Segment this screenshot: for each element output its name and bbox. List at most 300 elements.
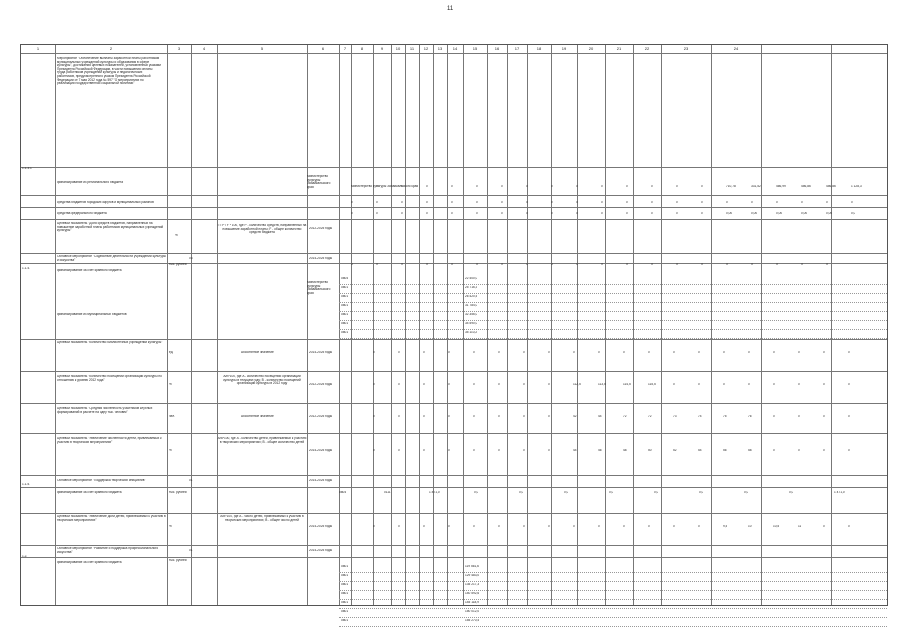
value-cell: X xyxy=(351,263,354,266)
value-cell: X xyxy=(676,263,679,266)
value-cell: 0 xyxy=(848,415,850,418)
value-cell: 0 xyxy=(373,449,375,452)
code: 01 xyxy=(189,549,193,552)
value-cell: 0 xyxy=(623,351,625,354)
value-cell: 0 xyxy=(626,212,628,215)
period: 2014-2025 годы xyxy=(309,525,333,528)
value-cell: 52 xyxy=(673,449,677,452)
value-cell: 0 xyxy=(798,449,800,452)
value-cell: 0 xyxy=(773,351,775,354)
row-label: финансирование за счет краевого бюджета xyxy=(57,561,122,564)
value-cell: 0 xyxy=(523,415,525,418)
row-line xyxy=(21,545,887,546)
column-line xyxy=(307,45,308,605)
value-cell: 114,5 xyxy=(623,383,631,386)
row-line xyxy=(21,557,887,558)
value-cell: 0 xyxy=(676,185,678,188)
value-cell: 0 xyxy=(626,185,628,188)
value-cell: 0 xyxy=(823,449,825,452)
column-line xyxy=(463,45,464,605)
value-cell: 456,86 xyxy=(826,185,836,188)
column-line xyxy=(507,45,508,605)
sub-row-line xyxy=(339,284,887,285)
value-cell: X xyxy=(801,263,804,266)
column-line xyxy=(391,45,392,605)
indicator-text: Целевой показатель "Количество посещений организаций культуры по отношению к уровню 2012 года" xyxy=(57,375,162,382)
row-number: 1.1.4. xyxy=(22,267,30,270)
budget-code: 0801 xyxy=(341,592,349,595)
unit: чел. xyxy=(169,415,176,418)
value-cell: 710,78 xyxy=(726,185,736,188)
value-cell: 0,00 xyxy=(801,212,808,215)
value-cell: 0 xyxy=(498,415,500,418)
row-line xyxy=(21,167,887,168)
value-cell: 0 xyxy=(623,525,625,528)
value-cell: 0 xyxy=(626,201,628,204)
column-header: 15 xyxy=(472,46,478,51)
period: 2014-2025 годы xyxy=(309,549,333,552)
value-cell: 0 xyxy=(748,383,750,386)
value-cell: 0 xyxy=(823,351,825,354)
value-cell: 1 128,3 xyxy=(851,185,862,188)
sub-row-line xyxy=(339,311,887,312)
value-cell: 0 xyxy=(776,201,778,204)
value-cell: 0 xyxy=(423,449,425,452)
value-cell: 0 xyxy=(848,351,850,354)
value-cell: 0 xyxy=(376,185,378,188)
sub-row-line xyxy=(339,608,887,609)
data-table xyxy=(20,44,888,622)
value-cell: 0 xyxy=(601,201,603,204)
budget-value: 35 110,2 xyxy=(465,331,478,334)
column-line xyxy=(577,45,578,605)
value-cell: 0 xyxy=(498,351,500,354)
value-cell: 0111 xyxy=(384,491,391,494)
value-cell: 0 xyxy=(401,212,403,215)
value-cell: 46 xyxy=(598,449,602,452)
column-line xyxy=(419,45,420,605)
grantor: Министерство культуры Забайкальского края xyxy=(307,281,331,295)
value-cell: 456,86 xyxy=(801,185,811,188)
value-cell: 0 xyxy=(373,351,375,354)
value-cell: 0 xyxy=(398,525,400,528)
column-line xyxy=(433,45,434,605)
column-line xyxy=(605,45,606,605)
value-cell: X xyxy=(376,263,379,266)
value-cell: 0,0 xyxy=(699,491,704,494)
sub-row-line xyxy=(339,626,887,627)
value-cell: 9,5 xyxy=(723,525,728,528)
budget-code: 0801 xyxy=(341,322,349,325)
value-cell: 0 xyxy=(526,185,528,188)
value-cell: X xyxy=(451,263,454,266)
period: 2012-2025 годы xyxy=(309,227,333,230)
column-header: 20 xyxy=(588,46,594,51)
value-cell: 0 xyxy=(551,201,553,204)
column-header: 22 xyxy=(644,46,650,51)
value-cell: 331,52 xyxy=(751,185,761,188)
value-cell: 0 xyxy=(673,351,675,354)
value-cell: 0 xyxy=(448,449,450,452)
column-line xyxy=(527,45,528,605)
row-line xyxy=(21,53,887,54)
value-cell: 0 xyxy=(848,383,850,386)
sub-row-line xyxy=(339,302,887,303)
value-cell: 0 xyxy=(576,201,578,204)
value-cell: 0,0 xyxy=(519,491,524,494)
unit: тыс. рублей xyxy=(169,491,187,494)
row-line xyxy=(21,219,887,220)
value-cell: X xyxy=(776,263,779,266)
value-cell: 44 xyxy=(573,449,577,452)
row-label: финансирование за счет краевого бюджета xyxy=(57,491,122,494)
value-cell: 75 xyxy=(723,415,727,418)
column-line xyxy=(405,45,406,605)
value-cell: 0 xyxy=(501,201,503,204)
value-cell: X xyxy=(826,263,829,266)
value-cell: X xyxy=(576,263,579,266)
value-cell: 0 xyxy=(526,201,528,204)
measure-text: Основное мероприятие "Развитие и поддержка профессионального искусства" xyxy=(57,547,159,554)
sub-row-line xyxy=(339,590,887,591)
value-cell: 0 xyxy=(373,525,375,528)
value-cell: 112,5 xyxy=(573,383,581,386)
period: 2014-2025 годы xyxy=(309,351,333,354)
column-line xyxy=(447,45,448,605)
column-header: 21 xyxy=(616,46,622,51)
value-cell: 74 xyxy=(698,415,702,418)
period: 2014-2025 годы xyxy=(309,449,333,452)
value-cell: 76 xyxy=(748,415,752,418)
indicator-text: Целевой показатель "Средняя численность участников клубных формирований в расчете на одну тыс. человек" xyxy=(57,407,153,414)
value-cell: 0 xyxy=(676,201,678,204)
value-cell: 0 xyxy=(826,201,828,204)
budget-value: 135 217,3 xyxy=(465,583,480,586)
sub-row-line xyxy=(339,581,887,582)
row-label: финансирование из муниципальных бюджетов xyxy=(57,313,127,316)
indicator-text: Целевой показатель "Доля средств бюджетов, направленных на повышение заработной платы работников муниципальных учреждений культуры" xyxy=(57,222,164,233)
value-cell: X xyxy=(526,263,529,266)
column-header: 18 xyxy=(536,46,542,51)
value-cell: 0,00 xyxy=(726,212,733,215)
column-header: 11 xyxy=(409,46,415,51)
value-cell: 0 xyxy=(426,212,428,215)
value-cell: 0 xyxy=(401,185,403,188)
column-line xyxy=(55,45,56,605)
value-cell: X xyxy=(426,263,429,266)
period: 2012-2025 годы xyxy=(309,415,333,418)
unit: тыс. рублей xyxy=(169,559,187,562)
value-cell: 0 xyxy=(398,449,400,452)
value-cell: 0 xyxy=(376,201,378,204)
value-cell: 56 xyxy=(723,449,727,452)
period: 2014-2025 годы xyxy=(309,479,333,482)
value-cell: 0 xyxy=(451,185,453,188)
value-cell: 0 xyxy=(473,383,475,386)
column-header: 24 xyxy=(733,46,739,51)
indicator-text: Целевой показатель "Количество библиотечных учреждений культуры" xyxy=(57,341,163,344)
period: 2012-2025 годы xyxy=(309,383,333,386)
budget-code: 0801 xyxy=(341,331,349,334)
sub-row-line xyxy=(339,293,887,294)
value-cell: 73 xyxy=(673,415,677,418)
budget-value: 34 590,0 xyxy=(465,322,478,325)
unit: % xyxy=(169,449,172,452)
row-line xyxy=(21,263,887,264)
value-cell: X xyxy=(476,263,479,266)
row-line xyxy=(21,403,887,404)
value-cell: 0 xyxy=(748,351,750,354)
value-cell: 1 871,0 xyxy=(429,491,440,494)
value-cell: 0 xyxy=(798,383,800,386)
period: 2014-2025 годы xyxy=(309,257,333,260)
budget-code: 0801 xyxy=(341,565,349,568)
sub-row-line xyxy=(339,329,887,330)
value-cell: 0 xyxy=(601,212,603,215)
column-header: 10 xyxy=(395,46,401,51)
value-cell: 0 xyxy=(798,351,800,354)
value-cell: 0 xyxy=(548,449,550,452)
formula: Абсолютное значение xyxy=(241,351,274,354)
value-cell: 0 xyxy=(551,212,553,215)
value-cell: 0 xyxy=(523,525,525,528)
budget-code: 0801 xyxy=(341,574,349,577)
value-cell: 0 xyxy=(426,201,428,204)
value-cell: 0 xyxy=(673,525,675,528)
value-cell: X xyxy=(701,263,704,266)
value-cell: 0,0 xyxy=(564,491,569,494)
value-cell: 0 xyxy=(448,415,450,418)
value-cell: 48 xyxy=(623,449,627,452)
unit: % xyxy=(169,525,172,528)
column-line xyxy=(711,45,712,605)
value-cell: 0,0 xyxy=(609,491,614,494)
value-cell: 0 xyxy=(423,351,425,354)
value-cell: 0 xyxy=(523,351,525,354)
row-number: 1.2. xyxy=(22,555,28,558)
value-cell: 0 xyxy=(526,212,528,215)
value-cell: 0 xyxy=(476,185,478,188)
row-number: 1.1.3.1 xyxy=(22,167,32,170)
value-cell: 0 xyxy=(751,201,753,204)
budget-value: 31 784,0 xyxy=(465,304,478,307)
value-cell: 0 xyxy=(501,212,503,215)
column-line xyxy=(339,45,340,605)
column-header: 14 xyxy=(452,46,458,51)
value-cell: 0,0 xyxy=(474,491,479,494)
value-cell: 0,00 xyxy=(776,212,783,215)
budget-code: 0801 xyxy=(341,286,349,289)
value-cell: 0 xyxy=(476,212,478,215)
value-cell: 0 xyxy=(598,351,600,354)
column-header: 23 xyxy=(683,46,689,51)
value-cell: 0 xyxy=(698,351,700,354)
value-cell: 0 xyxy=(398,415,400,418)
value-cell: 115,5 xyxy=(648,383,656,386)
budget-value: 119 561,6 xyxy=(465,565,479,568)
value-cell: 0 xyxy=(498,525,500,528)
budget-code: 0801 xyxy=(341,610,349,613)
value-cell: 0 xyxy=(423,383,425,386)
row-line xyxy=(21,513,887,514)
value-cell: 0 xyxy=(773,449,775,452)
value-cell: X xyxy=(401,263,404,266)
grantor: Министерство культуры Забайкальского края xyxy=(307,175,331,189)
value-cell: 0 xyxy=(726,201,728,204)
budget-value: 129 483,0 xyxy=(465,574,480,577)
value-cell: 0 xyxy=(448,383,450,386)
column-header: 8 xyxy=(360,46,364,51)
value-cell: 0 xyxy=(701,212,703,215)
value-cell: 42 xyxy=(573,415,577,418)
value-cell: 44 xyxy=(598,415,602,418)
value-cell: 0,0 xyxy=(789,491,794,494)
value-cell: 0 xyxy=(498,449,500,452)
measure-text: Основное мероприятие "Поддержка творческих инициатив" xyxy=(57,479,146,482)
value-cell: 1 471,0 xyxy=(834,491,845,494)
column-header: 1 xyxy=(36,46,40,51)
formula: А/В*100, где А - количество детей, привлекаемых к участию в творческих мероприятиях; В - общее количество детей xyxy=(217,437,307,444)
budget-value: 22 400,0 xyxy=(465,277,478,280)
value-cell: 0 xyxy=(426,185,428,188)
row-line xyxy=(21,339,887,340)
value-cell: 58 xyxy=(748,449,752,452)
code: 03 xyxy=(189,257,193,260)
value-cell: 0 xyxy=(673,383,675,386)
value-cell: 0 xyxy=(851,201,853,204)
value-cell: 0 xyxy=(351,212,353,215)
formula: A/B*100, где A - количество посещений организаций культуры в текущем году; B - количество посещений организаций культуры в 2012 году xyxy=(223,375,301,386)
budget-code: 0804 xyxy=(341,277,349,280)
budget-value: 32 356,0 xyxy=(465,313,478,316)
value-cell: 72 xyxy=(648,415,652,418)
value-cell: 0 xyxy=(801,201,803,204)
sub-row-line xyxy=(339,338,887,339)
value-cell: 113,5 xyxy=(598,383,606,386)
value-cell: X xyxy=(726,263,729,266)
unit: тыс. рублей xyxy=(169,263,187,266)
value-cell: 0 xyxy=(723,351,725,354)
sub-row-line xyxy=(339,572,887,573)
value-cell: 0 xyxy=(398,383,400,386)
value-cell: 10 xyxy=(748,525,752,528)
value-cell: 0,0 xyxy=(744,491,749,494)
column-header: 13 xyxy=(437,46,443,51)
value-cell: 0 xyxy=(698,525,700,528)
value-cell: 0 xyxy=(548,415,550,418)
value-cell: 0 xyxy=(651,212,653,215)
row-line xyxy=(21,487,887,488)
column-header: 16 xyxy=(494,46,500,51)
unit: % xyxy=(175,234,178,237)
value-cell: 50 xyxy=(648,449,652,452)
value-cell: 0 xyxy=(676,212,678,215)
budget-code: 0801 xyxy=(341,619,349,622)
value-cell: 0 xyxy=(823,383,825,386)
column-line xyxy=(761,45,762,605)
row-label: средства федерального бюджета xyxy=(57,212,107,215)
value-cell: 0 xyxy=(548,351,550,354)
value-cell: 0 xyxy=(373,415,375,418)
budget-value: 145 118,9 xyxy=(465,601,479,604)
column-line xyxy=(373,45,374,605)
budget-code: 0801 xyxy=(341,295,349,298)
budget-value: 155 270,4 xyxy=(465,619,480,622)
value-cell: X xyxy=(601,263,604,266)
indicator-text: Целевой показатель "Увеличение доли детей, привлекаемых к участию в творческих мероприятиях" xyxy=(57,515,166,522)
budget-value: 150 012,0 xyxy=(465,610,480,613)
value-cell: X xyxy=(551,263,554,266)
column-header: 4 xyxy=(202,46,206,51)
value-cell: 0 xyxy=(451,212,453,215)
value-cell: 0 xyxy=(573,351,575,354)
value-cell: 0 xyxy=(373,383,375,386)
value-cell: X xyxy=(651,263,654,266)
row-line xyxy=(21,195,887,196)
value-cell: 0 xyxy=(698,383,700,386)
row-number: 1.1.5. xyxy=(22,483,30,486)
value-cell: 0 xyxy=(651,201,653,204)
value-cell: X xyxy=(626,263,629,266)
row-line xyxy=(21,207,887,208)
value-cell: X xyxy=(751,263,754,266)
budget-value: 140 592,6 xyxy=(465,592,480,595)
row-line xyxy=(21,475,887,476)
value-cell: 72 xyxy=(623,415,627,418)
measure-text: Мероприятие "Обеспечение выплаты заработной платы работникам муниципальных учреждений культуры и образования в сфере культуры", достижения целевых показателей, установленных указами Президента Российской Федерации, в части повышения оплаты труда работников учреждений культуры и педагогических работников, предусмотренного указом Президента Российской Федерации от 7 мая 2012 года № 597 "О мероприятиях по реализации государственной социальной политики" xyxy=(57,57,161,86)
value-cell: 0 xyxy=(523,449,525,452)
value-cell: 0 xyxy=(473,415,475,418)
column-line xyxy=(831,45,832,605)
value-cell: 0 xyxy=(701,201,703,204)
budget-code: 0801 xyxy=(341,304,349,307)
value-cell: 0 xyxy=(473,449,475,452)
column-header: 7 xyxy=(343,46,347,51)
value-cell: 0,0 xyxy=(851,212,856,215)
value-cell: 0 xyxy=(498,383,500,386)
value-cell: 0 xyxy=(548,525,550,528)
value-cell: 0 xyxy=(473,351,475,354)
value-cell: X xyxy=(501,263,504,266)
value-cell: 0 xyxy=(701,185,703,188)
value-cell: 0 xyxy=(376,212,378,215)
value-cell: 0 xyxy=(573,525,575,528)
column-line xyxy=(191,45,192,605)
value-cell: 0 xyxy=(451,201,453,204)
value-cell: 466,99 xyxy=(776,185,786,188)
row-label: финансирование за счет краевого бюджета xyxy=(57,269,122,272)
value-cell: 0 xyxy=(601,185,603,188)
value-cell: 0,00 xyxy=(751,212,758,215)
column-header: 6 xyxy=(321,46,325,51)
value-cell: 0 xyxy=(398,351,400,354)
value-cell: 0 xyxy=(448,351,450,354)
column-line xyxy=(551,45,552,605)
value-cell: 0 xyxy=(576,212,578,215)
budget-code: 0801 xyxy=(341,601,349,604)
value-cell: 0 xyxy=(523,383,525,386)
value-cell: 0 xyxy=(773,415,775,418)
column-header: 19 xyxy=(561,46,567,51)
page-number: 11 xyxy=(447,6,454,12)
column-header: 5 xyxy=(260,46,264,51)
value-cell: 0 xyxy=(476,201,478,204)
row-label: финансирование из регионального бюджета xyxy=(57,181,123,184)
budget-value: 26 420,5 xyxy=(465,295,478,298)
value-cell: 0 xyxy=(551,185,553,188)
value-cell: 0 xyxy=(448,525,450,528)
value-cell: 54 xyxy=(698,449,702,452)
